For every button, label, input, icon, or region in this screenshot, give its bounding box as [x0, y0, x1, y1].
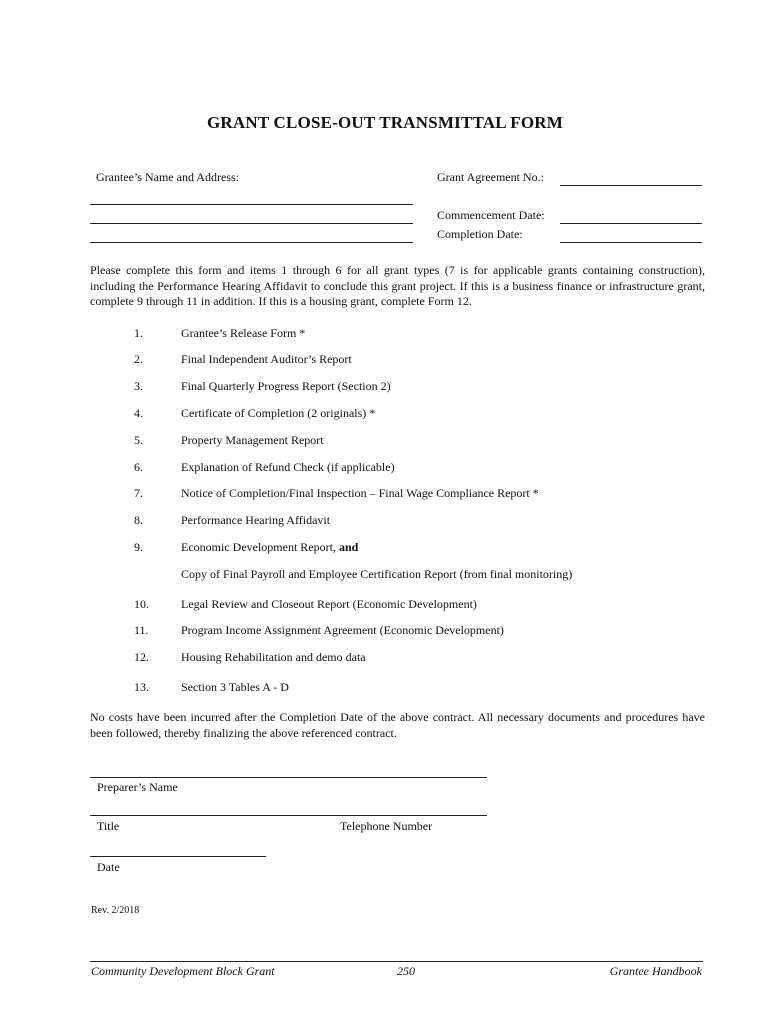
grant-agreement-label: Grant Agreement No.:	[437, 170, 544, 184]
item-text: Grantee’s Release Form *	[181, 326, 306, 340]
item-text: Notice of Completion/Final Inspection – Final Wage Compliance Report *	[181, 486, 539, 500]
item-number: 12.	[134, 650, 149, 664]
revision-note: Rev. 2/2018	[91, 905, 140, 916]
item-number: 7.	[134, 486, 143, 500]
item-number: 9.	[134, 540, 143, 554]
item-text: Certificate of Completion (2 originals) *	[181, 406, 376, 420]
item-number: 5.	[134, 433, 143, 447]
page-number: 250	[397, 964, 415, 978]
title-label: Title	[97, 819, 120, 833]
date-label: Date	[97, 860, 120, 874]
telephone-number-label: Telephone Number	[340, 819, 433, 833]
item-text: Legal Review and Closeout Report (Economic Development)	[181, 597, 477, 611]
grantee-line-1[interactable]	[90, 204, 413, 205]
instructions-paragraph: Please complete this form and items 1 through 6 for all grant types (7 is for applicable grants containing construction), including the Performance Hearing Affidavit to conclude this grant project. If this is a business finance or infrastructure grant, complete 9 through 11 in addition. If this is a housing grant, complete Form 12.	[90, 263, 705, 308]
item-text: Copy of Final Payroll and Employee Certification Report (from final monitoring)	[181, 567, 573, 581]
item-text: Final Quarterly Progress Report (Section 2)	[181, 379, 391, 393]
item-number: 3.	[134, 379, 143, 393]
grantee-line-2[interactable]	[90, 223, 413, 224]
item-text-bold: and	[338, 540, 359, 554]
item-text	[181, 540, 358, 555]
completion-date-label: Completion Date:	[437, 227, 523, 241]
preparer-name-line[interactable]	[90, 777, 487, 778]
grantee-name-address-label: Grantee’s Name and Address:	[96, 170, 239, 184]
item-text: Program Income Assignment Agreement (Economic Development)	[181, 623, 504, 637]
item-text: Section 3 Tables A - D	[181, 680, 289, 694]
item-text-main: Economic Development Report,	[181, 540, 339, 554]
footer-rule	[90, 961, 703, 962]
item-number: 4.	[134, 406, 143, 420]
commencement-date-label: Commencement Date:	[437, 208, 545, 222]
item-text: Housing Rehabilitation and demo data	[181, 650, 366, 664]
item-number: 2.	[134, 352, 143, 366]
footer-right: Grantee Handbook	[609, 964, 702, 978]
item-number: 13.	[134, 680, 149, 694]
item-number: 11.	[134, 623, 149, 637]
item-text: Explanation of Refund Check (if applicable)	[181, 460, 395, 474]
title-telephone-line[interactable]	[90, 815, 487, 816]
form-title: GRANT CLOSE-OUT TRANSMITTAL FORM	[206, 113, 564, 132]
completion-date-field[interactable]	[560, 242, 702, 243]
date-line[interactable]	[90, 856, 266, 857]
item-number: 6.	[134, 460, 143, 474]
grantee-line-3[interactable]	[90, 242, 413, 243]
item-text: Property Management Report	[181, 433, 324, 447]
grant-agreement-field[interactable]	[560, 185, 702, 186]
item-number: 1.	[134, 326, 143, 340]
item-number: 10.	[134, 597, 149, 611]
preparer-name-label: Preparer’s Name	[97, 780, 178, 794]
item-text: Final Independent Auditor’s Report	[181, 352, 352, 366]
commencement-date-field[interactable]	[560, 223, 702, 224]
footer-left: Community Development Block Grant	[91, 964, 275, 978]
item-number: 8.	[134, 513, 143, 527]
item-text: Performance Hearing Affidavit	[181, 513, 331, 527]
certification-statement: No costs have been incurred after the Completion Date of the above contract. All necessary documents and procedures have been followed, thereby finalizing the above referenced contract.	[90, 710, 705, 740]
